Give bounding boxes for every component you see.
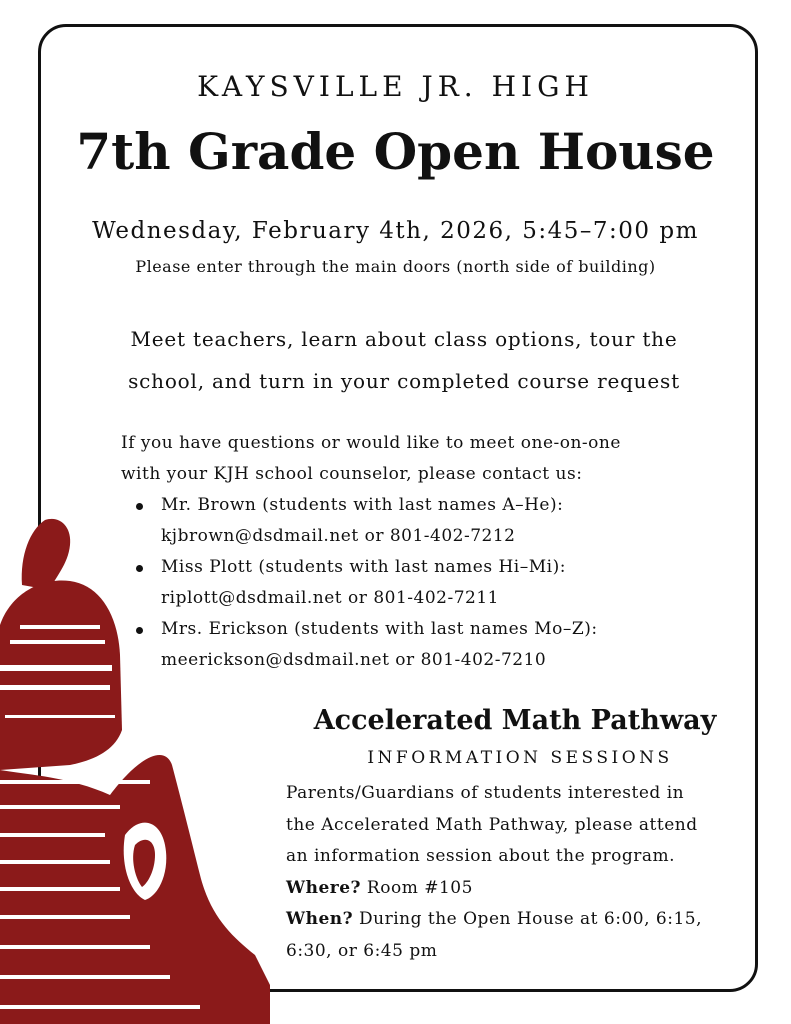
counselor-contact: kjbrown@dsdmail.net or 801-402-7212 [161,526,516,546]
when-line-continued: 6:30, or 6:45 pm [286,940,438,961]
math-line: an information session about the program. [286,846,675,866]
intro-line: Meet teachers, learn about class options, tour the [130,327,678,351]
event-date-time: Wednesday, February 4th, 2026, 5:45–7:00 pm [92,218,699,244]
counselor-name: Miss Plott (students with last names Hi–Mi): [161,557,566,577]
math-line: Parents/Guardians of students interested in [286,783,685,803]
counselor-item [161,552,721,614]
school-name: KAYSVILLE JR. HIGH [197,70,594,103]
counselor-item [161,614,721,676]
when-label: When? [286,909,354,929]
when-value: During the Open House at 6:00, 6:15, [353,909,702,929]
contact-intro: with your KJH school counselor, please contact us: [121,464,583,484]
entrance-note: Please enter through the main doors (north side of building) [135,257,656,276]
intro-line: school, and turn in your completed course request [128,369,680,393]
counselor-contact: meerickson@dsdmail.net or 801-402-7210 [161,650,547,670]
math-section-title: Accelerated Math Pathway [313,705,717,736]
where-label: Where? [286,877,362,898]
counselor-contact: riplott@dsdmail.net or 801-402-7211 [161,588,499,608]
intro-text [100,318,708,402]
contact-intro: If you have questions or would like to meet one-on-one [121,433,621,453]
page-title: 7th Grade Open House [76,122,715,181]
contact-section [121,428,721,676]
when-line [286,904,746,936]
math-section-subtitle: INFORMATION SESSIONS [367,748,673,768]
where-line [286,873,746,905]
counselor-list [121,490,721,676]
counselor-name: Mr. Brown (students with last names A–He): [161,495,564,515]
counselor-name: Mrs. Erickson (students with last names Mo–Z): [161,619,598,639]
math-line: the Accelerated Math Pathway, please attend [286,814,698,835]
where-value: Room #105 [361,877,473,898]
counselor-item [161,490,721,552]
math-section-body [286,778,746,967]
